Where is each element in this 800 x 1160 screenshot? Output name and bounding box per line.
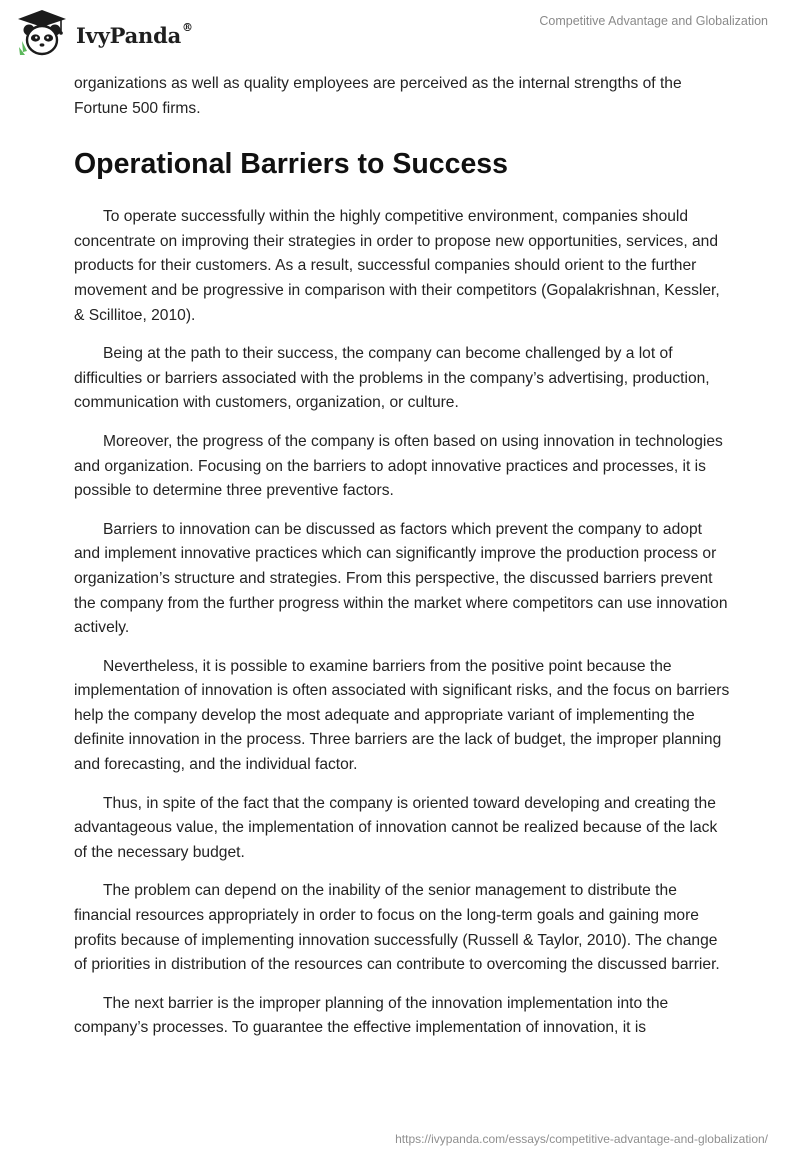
ivypanda-logo[interactable] [14, 8, 193, 58]
panda-graduate-icon [14, 8, 70, 58]
running-title: Competitive Advantage and Globalization [539, 14, 768, 28]
body-paragraph: The problem can depend on the inability of the senior management to distribute the financial resources appropriately in order to focus on the long-term goals and gaining more profits because of implementing innovation successfully (Russell & Taylor, 2010). The change of priorities in distribution of the resources can contribute to overcoming the discussed barrier. [74, 882, 720, 974]
registered-mark: ® [182, 20, 193, 34]
body-paragraph: Moreover, the progress of the company is often based on using innovation in technologies and organization. Focusing on the barriers to adopt innovative practices and processes, it is possible to determine three preventive factors. [74, 432, 723, 500]
brand-name: IvyPanda® [76, 20, 193, 48]
source-url[interactable]: https://ivypanda.com/essays/competitive-advantage-and-globalization/ [395, 1132, 768, 1146]
section-heading: Operational Barriers to Success [74, 148, 509, 181]
body-paragraph: Nevertheless, it is possible to examine barriers from the positive point because the implementation of innovation is often associated with significant risks, and the focus on barriers help the company develop the most adequate and appropriate variant of implementing the definite innovation in the process. Three barriers are the lack of budget, the improper planning and forecasting, and the individual factor. [74, 657, 730, 774]
body-paragraph: Being at the path to their success, the company can become challenged by a lot of difficulties or barriers associated with the problems in the company’s advertising, production, communication with customers, organization, or culture. [74, 345, 710, 412]
body-paragraph: To operate successfully within the highly competitive environment, companies should concentrate on improving their strategies in order to propose new opportunities, services, and products for their customers. As a result, successful companies should orient to the further movement and be progressive in comparison with their competitors (Gopalakrishnan, Kessler, & Scillitoe, 2010). [74, 208, 720, 324]
body-paragraph: Barriers to innovation can be discussed as factors which prevent the company to adopt and implement innovative practices which can significantly improve the production process or organization’s structure and strategies. From this perspective, the discussed barriers prevent the company from the further progress within the market where competitors can use innovation actively. [74, 520, 728, 637]
page-header [0, 0, 800, 66]
body-paragraph: Thus, in spite of the fact that the company is oriented toward developing and creating the advantageous value, the implementation of innovation cannot be realized because of the lack of the necessary budget. [74, 794, 718, 861]
body-paragraph: The next barrier is the improper planning of the innovation implementation into the company’s processes. To guarantee the effective implementation of innovation, it is [74, 994, 669, 1037]
lead-paragraph: organizations as well as quality employees are perceived as the internal strengths of the Fortune 500 firms. [74, 75, 682, 117]
essay-content [74, 72, 730, 1055]
